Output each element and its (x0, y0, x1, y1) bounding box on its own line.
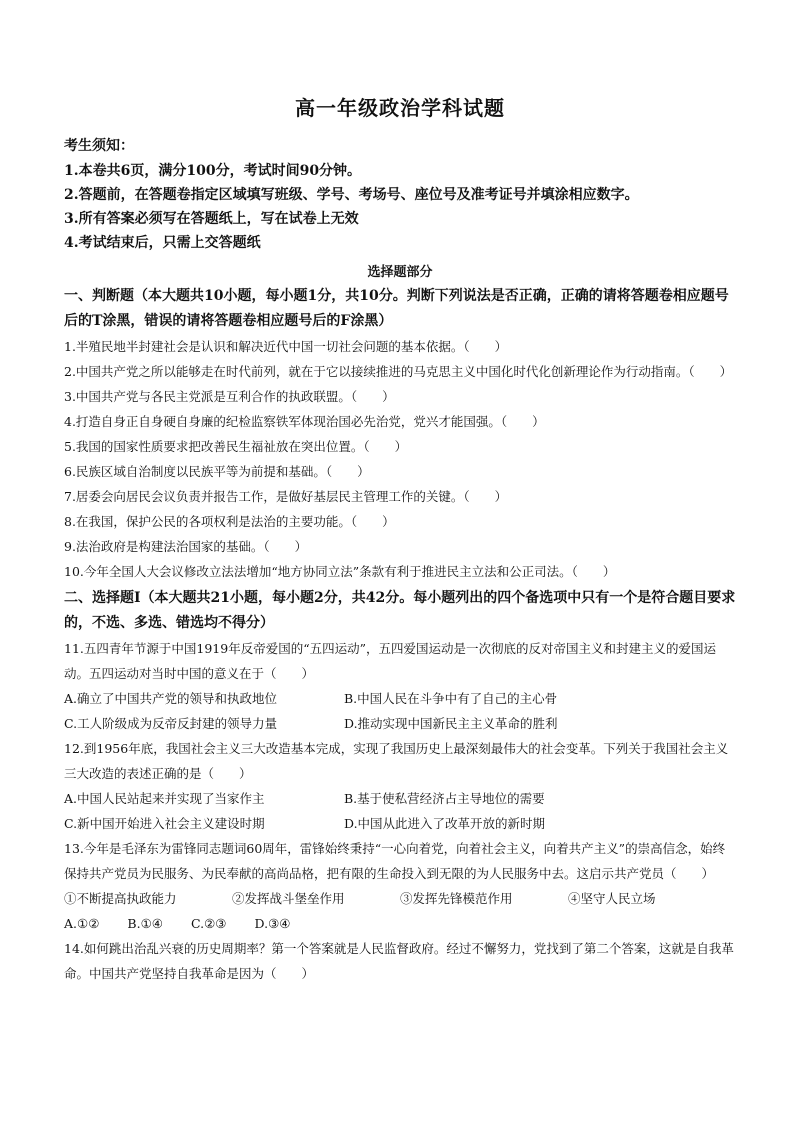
statement-2: ②发挥战斗堡垒作用 (232, 891, 345, 906)
option-d: D.推动实现中国新民主主义革命的胜利 (344, 716, 558, 731)
option-b: B.基于使私营经济占主导地位的需要 (344, 791, 545, 806)
question-9: 9.法治政府是构建法治国家的基础。（ ） (64, 539, 308, 554)
question-4: 4.打造自身正自身硬自身廉的纪检监察铁军体现治国必先治党，党兴才能国强。（ ） (64, 414, 545, 429)
question-11-options (64, 686, 736, 736)
question-10: 10.今年全国人大会议修改立法法增加“地方协同立法”条款有利于推进民主立法和公正司法。（ ） (64, 564, 616, 579)
notice-item: 3.所有答案必须写在答题纸上，写在试卷上无效 (64, 211, 359, 227)
statement-4: ④坚守人民立场 (568, 891, 656, 906)
question-13: 13.今年是毛泽东为雷锋同志题词60周年，雷锋始终秉持“一心向着党，向着社会主义，向着共产主义”的崇高信念，始终保持共产党员为民服务、为民奉献的高尚品格，把有限的生命投入到无限的为人民服务中去。这启示共产党员（ ） (64, 841, 726, 881)
option-a: A.①② (64, 916, 100, 931)
question-5: 5.我国的国家性质要求把改善民生福祉放在突出位置。（ ） (64, 439, 408, 454)
question-7: 7.居委会向居民会议负责并报告工作，是做好基层民主管理工作的关键。（ ） (64, 489, 508, 504)
question-13-statements (64, 886, 736, 911)
option-d: D.③④ (254, 916, 291, 931)
question-1: 1.半殖民地半封建社会是认识和解决近代中国一切社会问题的基本依据。（ ） (64, 339, 508, 354)
option-c: C.②③ (191, 916, 227, 931)
question-12-options (64, 786, 736, 836)
option-b: B.中国人民在斗争中有了自己的主心骨 (344, 691, 558, 706)
option-b: B.①④ (127, 916, 163, 931)
notice-item: 4.考试结束后，只需上交答题纸 (64, 235, 261, 251)
option-a: A.中国人民站起来并实现了当家作主 (64, 791, 265, 806)
question-2: 2.中国共产党之所以能够走在时代前列，就在于它以接续推进的马克思主义中国化时代化创新理论作为行动指南。（ ） (64, 364, 733, 379)
statement-1: ①不断提高执政能力 (64, 891, 177, 906)
option-c: C.工人阶级成为反帝反封建的领导力量 (64, 716, 278, 731)
option-c: C.新中国开始进入社会主义建设时期 (64, 816, 265, 831)
notice-item: 1.本卷共6页，满分100分，考试时间90分钟。 (64, 163, 362, 179)
page-title: 高一年级政治学科试题 (295, 96, 505, 120)
question-6: 6.民族区域自治制度以民族平等为前提和基础。（ ） (64, 464, 370, 479)
statement-3: ③发挥先锋模范作用 (400, 891, 513, 906)
question-3: 3.中国共产党与各民主党派是互利合作的执政联盟。（ ） (64, 389, 395, 404)
question-13-options (64, 911, 736, 936)
option-a: A.确立了中国共产党的领导和执政地位 (64, 691, 278, 706)
notice-item: 2.答题前，在答题卷指定区域填写班级、学号、考场号、座位号及准考证号并填涂相应数字。 (64, 187, 639, 203)
question-14: 14.如何跳出治乱兴衰的历史周期率？第一个答案就是人民监督政府。经过不懈努力，党找到了第二个答案，这就是自我革命。中国共产党坚持自我革命是因为（ ） (64, 941, 734, 981)
question-8: 8.在我国，保护公民的各项权利是法治的主要功能。（ ） (64, 514, 395, 529)
part-title: 选择题部分 (367, 265, 433, 280)
exam-content (64, 92, 736, 986)
notice-heading: 考生须知： (64, 138, 134, 154)
question-12: 12.到1956年底，我国社会主义三大改造基本完成，实现了我国历史上最深刻最伟大的社会变革。下列关于我国社会主义三大改造的表述正确的是（ ） (64, 741, 729, 781)
section1-heading: 一、判断题（本大题共10小题，每小题1分，共10分。判断下列说法是否正确，正确的请将答题卷相应题号后的T涂黑，错误的请将答题卷相应题号后的F涂黑） (64, 288, 729, 329)
option-d: D.中国从此进入了改革开放的新时期 (344, 816, 546, 831)
section2-heading: 二、选择题Ⅰ（本大题共21小题，每小题2分，共42分。每小题列出的四个备选项中只有一个是符合题目要求的，不选、多选、错选均不得分） (64, 590, 736, 631)
question-11: 11.五四青年节源于中国1919年反帝爱国的“五四运动”，五四爱国运动是一次彻底的反对帝国主义和封建主义的爱国运动。五四运动对当时中国的意义在于（ ） (64, 641, 716, 681)
